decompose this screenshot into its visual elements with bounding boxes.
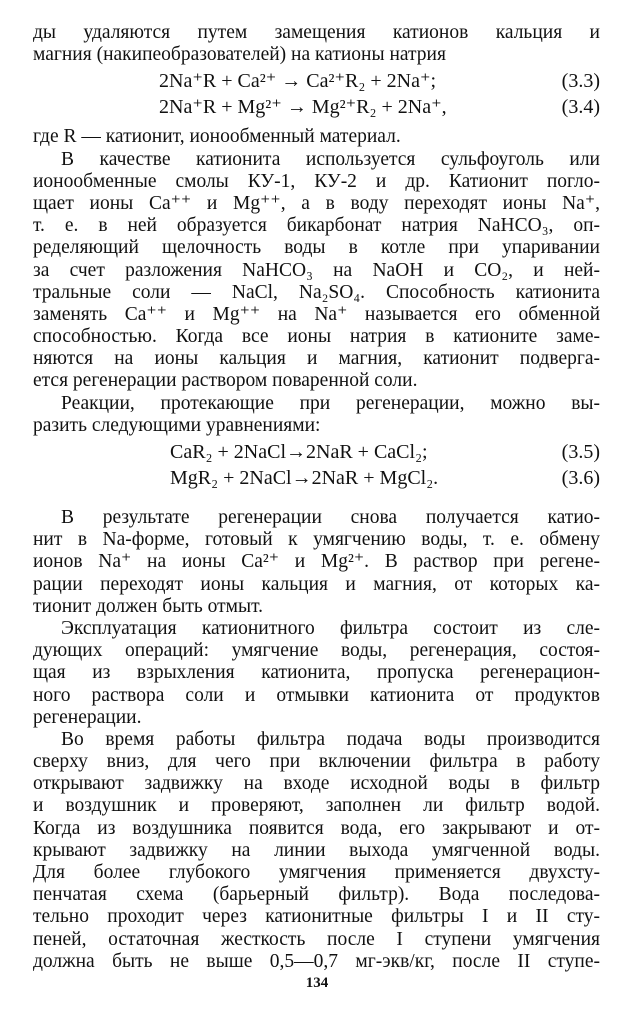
text-line: ется регенерации раствором поваренной соли. — [33, 370, 418, 392]
equation-number: (3.3) — [561, 70, 600, 93]
text-line: В результате регенерации снова получается катио- — [61, 507, 600, 528]
text-line: ионов Na⁺ на ионы Ca²⁺ и Mg²⁺. В раствор при регене- — [33, 551, 600, 573]
text-line: ределяющий щелочность воды в котле при упаривании — [33, 237, 600, 259]
text-line: за счет разложения NaHCO₃ на NaOH и CO₂, и ней- — [33, 259, 600, 281]
text-line: т. е. в ней образуется бикарбонат натрия NaHCO₃, оп- — [33, 215, 600, 237]
equation-number: (3.6) — [561, 467, 600, 489]
text-line: ионообменные смолы КУ-1, КУ-2 и др. Катионит погло- — [33, 170, 600, 192]
text-line: тионит должен быть отмыт. — [33, 595, 264, 617]
text-line: где R — катионит, ионообменный материал. — [33, 126, 401, 148]
text-line: ного раствора соли и отмывки катионита от продуктов — [33, 684, 600, 706]
text-line: регенерации. — [33, 706, 142, 728]
text-line: открывают задвижку на входе исходной воды в фильтр — [33, 773, 600, 795]
equation-3-4 — [33, 96, 600, 122]
text-line: В качестве катионита используется сульфоуголь или — [61, 148, 600, 170]
page-body — [33, 22, 600, 973]
paragraph-filter-work — [33, 729, 600, 973]
text-line: магния (накипеобразователей) на катионы натрия — [33, 44, 446, 66]
text-line: Эксплуатация катионитного фильтра состоит из сле- — [61, 617, 600, 639]
paragraph-intro — [33, 22, 600, 66]
text-line: щая из взрыхления катионита, пропуска регенерацион- — [33, 662, 600, 684]
paragraph-cationite-definition — [33, 126, 600, 148]
text-line: должна быть не выше 0,5—0,7 мг-экв/кг, после II ступе- — [33, 950, 600, 972]
equation-number: (3.5) — [561, 441, 600, 463]
paragraph-cationite-types — [33, 149, 600, 393]
equation-number: (3.4) — [561, 96, 600, 119]
text-line: способностью. Когда все ионы натрия в катионите заме- — [33, 326, 600, 348]
text-line: тральные соли — NaCl, Na₂SO₄. Способность катионита — [33, 281, 600, 303]
text-line: пенчатая схема (барьерный фильтр). Вода последова- — [33, 884, 600, 906]
equation-3-3 — [33, 70, 600, 96]
page-number: 134 — [305, 975, 329, 991]
text-line: рации переходят ионы кальция и магния, от которых ка- — [33, 573, 600, 595]
text-line: ды удаляются путем замещения катионов кальция и — [33, 22, 600, 43]
text-line: дующих операций: умягчение воды, регенерация, состоя- — [33, 640, 600, 662]
text-line: разить следующими уравнениями: — [33, 414, 321, 436]
equation-3-5 — [33, 441, 600, 467]
paragraph-regeneration-result — [33, 507, 600, 618]
text-line: Реакции, протекающие при регенерации, можно вы- — [61, 392, 600, 414]
text-line: няются на ионы кальция и магния, катионит подверга- — [33, 348, 600, 370]
text-line: тельно проходит через катионитные фильтры I и II сту- — [33, 906, 600, 928]
equation-formula: 2Na⁺R + Mg²⁺ → Mg²⁺R₂ + 2Na⁺, — [159, 96, 447, 119]
equation-formula: CaR₂ + 2NaCl→2NaR + CaCl₂; — [170, 441, 428, 463]
equation-formula: MgR₂ + 2NaCl→2NaR + MgCl₂. — [170, 467, 439, 489]
paragraph-filter-operation — [33, 618, 600, 729]
text-line: и воздушник и проверяют, заполнен ли фильтр водой. — [33, 795, 600, 817]
text-line: щает ионы Ca⁺⁺ и Mg⁺⁺, а в воду переходят ионы Na⁺, — [33, 192, 600, 214]
text-line: Для более глубокого умягчения применяется двухсту- — [33, 862, 600, 883]
equation-formula: 2Na⁺R + Ca²⁺ → Ca²⁺R₂ + 2Na⁺; — [159, 70, 437, 93]
paragraph-regeneration-reactions — [33, 393, 600, 437]
text-line: заменять Ca⁺⁺ и Mg⁺⁺ на Na⁺ называется его обменной — [33, 303, 600, 325]
equation-3-6 — [33, 467, 600, 493]
text-line: пеней, остаточная жесткость после I ступени умягчения — [33, 928, 600, 950]
text-line: Во время работы фильтра подача воды производится — [61, 728, 600, 750]
text-line: сверху вниз, для чего при включении фильтра в работу — [33, 751, 600, 773]
text-line: крывают задвижку на линии выхода умягченной воды. — [33, 839, 600, 861]
text-line: Когда из воздушника появится вода, его закрывают и от- — [33, 817, 600, 839]
text-line: нит в Na-форме, готовый к умягчению воды, т. е. обмену — [33, 529, 600, 551]
